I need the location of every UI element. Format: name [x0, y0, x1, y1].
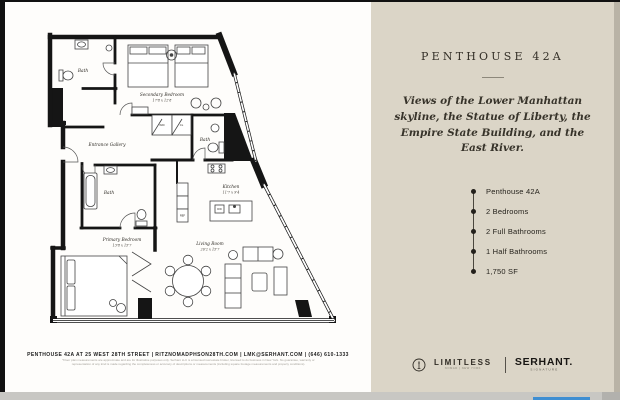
secondary-bedroom-furniture — [128, 45, 221, 114]
secondary-bath-fixtures — [59, 40, 112, 81]
horizontal-scrollbar[interactable] — [0, 392, 620, 400]
page-title: PENTHOUSE 42A — [421, 50, 564, 63]
label-primary-bedroom: Primary Bedroom — [102, 238, 142, 243]
serhant-logo — [515, 356, 573, 374]
label-closet: CL — [179, 124, 184, 127]
info-panel — [371, 2, 614, 392]
limitless-wordmark: LIMITLESS — [433, 357, 492, 367]
primary-bath-fixtures — [84, 166, 147, 226]
disclaimer-line-2: representation of any kind is made regarding the completeness or accuracy of descriptions or measurements (including square footage measurements and property conditions). — [71, 363, 305, 367]
logo-divider — [505, 357, 506, 373]
right-edge-shadow — [614, 2, 620, 392]
dims-secondary-bedroom: 17'8 x 12'8 — [152, 98, 172, 103]
kitchen-fixtures — [177, 164, 252, 222]
serhant-wordmark: SERHANT. — [514, 356, 573, 368]
label-half-bath: Bath — [199, 138, 211, 143]
spec-item-full-bathrooms: 2 Full Bathrooms — [471, 227, 547, 247]
dims-primary-bedroom: 13'8 x 15'7 — [112, 243, 132, 248]
label-secondary-bedroom: Secondary Bedroom — [139, 93, 185, 98]
label-primary-bath: Bath — [103, 191, 115, 196]
disclaimer-line-1: *Floor plan measurements are approximate and are for illustrative purposes only. Serhant LLC is a licensed real estate broker, licensed to do business in New York. No guarantee, warranty or — [61, 359, 315, 363]
spec-item-square-feet: 1,750 SF — [471, 267, 547, 287]
label-fridge: REF — [179, 214, 186, 218]
views-description: Views of the Lower Manhattan skyline, the Statue of Liberty, the Empire State Building, and the East River. — [394, 95, 591, 155]
plan-furniture — [59, 40, 287, 316]
spec-list — [471, 187, 547, 287]
label-washer-dryer: W/D — [159, 124, 165, 127]
dims-living-room: 26'2 x 15'7 — [200, 247, 220, 252]
living-room-furniture — [165, 247, 287, 308]
scrollbar-corner — [602, 392, 620, 400]
brand-logos — [371, 356, 614, 374]
label-dishwasher: DW — [217, 208, 222, 212]
sheet-footer — [5, 352, 371, 370]
limitless-tagline: NOMAD | NEW YORK — [444, 366, 482, 370]
floorplan-drawing — [25, 15, 365, 345]
label-entrance-gallery: Entrance Gallery — [88, 143, 126, 148]
contact-line: PENTHOUSE 42A AT 25 WEST 28TH STREET | RITZNOMADPHSON28TH.COM | LMK@SERHANT.COM | (646) 610-1333 — [27, 352, 349, 359]
serhant-division: SIGNATURE — [529, 368, 558, 372]
dims-kitchen: 11'7 x 9'4 — [222, 190, 240, 195]
title-divider — [482, 77, 504, 78]
primary-bedroom-furniture — [61, 252, 151, 316]
spec-item-unit: Penthouse 42A — [471, 187, 547, 207]
floorplan-sheet — [5, 2, 371, 392]
spec-item-half-bathrooms: 1 Half Bathrooms — [471, 247, 547, 267]
spec-item-bedrooms: 2 Bedrooms — [471, 207, 547, 227]
limitless-emblem-icon — [412, 358, 426, 372]
label-kitchen: Kitchen — [222, 185, 240, 190]
limitless-logo — [412, 358, 496, 373]
label-secondary-bath: Bath — [77, 69, 89, 74]
closets-and-half-bath — [152, 115, 224, 153]
label-living-room: Living Room — [196, 242, 224, 247]
